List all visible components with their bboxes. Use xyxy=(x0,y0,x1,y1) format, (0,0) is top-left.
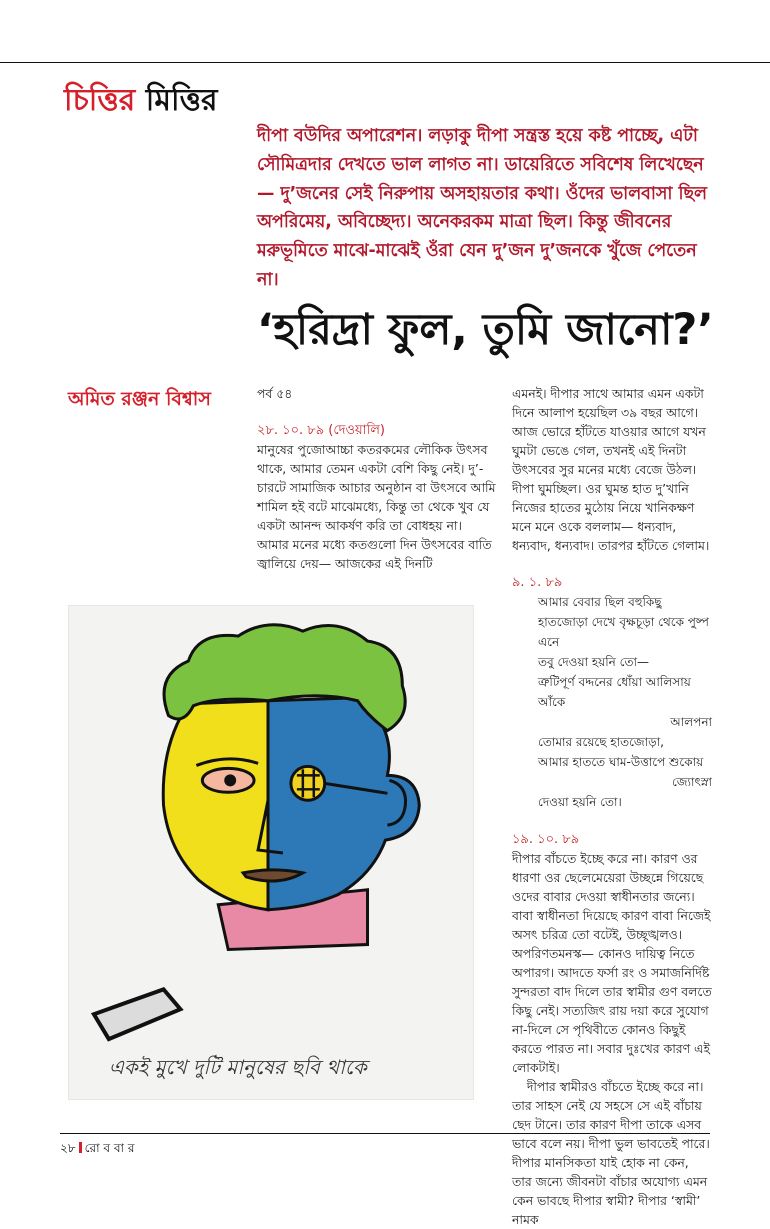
section-title xyxy=(64,76,218,127)
section-title-black: মিত্তির xyxy=(145,83,218,118)
left-pupil-shape xyxy=(224,774,236,786)
diary-date-2: ৯. ১. ৮৯ xyxy=(512,575,563,590)
poem-line: তবু দেওয়া হয়নি তো— xyxy=(538,655,650,669)
poem-line: আমার হাততে ঘাম-উত্তাপে শুকোয় xyxy=(538,755,704,769)
intro-text: দীপা বউদির অপারেশন। লড়াকু দীপা সন্ত্রস্ত হয়ে কষ্ট পাচ্ছে, এটা সৌমিত্রদার দেখতে ভাল লাগত না। ডায়েরিতে সবিশেষ লিখেছেন— দু’জনের সেই নিরুপায় অসহায়তার কথা। ওঁদের ভালবাসা ছিল অপরিমেয়, অবিচ্ছেদ্য। অনেকরকম মাত্রা ছিল। কিন্তু জীবনের মরুভূমিতে মাঝে-মাঝেই ওঁরা যেন দু’জন দু’জনকে খুঁজে পেতেন না। xyxy=(257,126,707,290)
article-column-right xyxy=(512,384,712,1229)
headline: ‘হরিদ্রা ফুল, তুমি জানো?’ xyxy=(257,305,714,355)
top-rule xyxy=(0,62,770,63)
poem xyxy=(538,592,712,812)
eraser-shape xyxy=(94,989,181,1039)
diary-entry-3-para-1: দীপার বাঁচতে ইচ্ছে করে না। কারণ ওর ধারণা ওর ছেলেমেয়েরা উচ্ছন্নে গিয়েছে ওদের বাবার দেওয়া স্বাধীনতার জন্যে। বাবা স্বাধীনতা দিয়েছে কারণ বাবা নিজেই অসৎ চরিত্র তো বটেই, উচ্ছৃঙ্খলও। অপরিণতমনস্ক— কোনও দায়িত্ব নিতে অপারগ। আদতে ফর্সা রং ও সমাজনির্দিষ্ট সুন্দরতা বাদ দিলে তার স্বামীর গুণ বলতে কিছু নেই। সত্যজিৎ রায় দয়া করে সুযোগ না-দিলে সে পৃথিবীতে কোনও কিছুই করতে পারত না। সবার দুঃখের কারণ এই লোকটাই। xyxy=(512,851,712,1075)
diary-date-1: ২৮. ১০. ৮৯ (দেওয়ালি) xyxy=(257,423,385,438)
bottom-rule xyxy=(60,1133,710,1134)
right-eye-shape xyxy=(291,766,325,800)
author-byline: অমিত রঞ্জন বিশ্বাস xyxy=(68,388,211,410)
page-footer xyxy=(60,1140,134,1160)
diary-entry-1-text: মানুষের পুজোআচ্চা কতরকমের লৌকিক উৎসব থাকে, আমার তেমন একটা বেশি কিছু নেই। দু’-চারটে সামাজিক আচার অনুষ্ঠান বা উৎসবে আমি শামিল হই বটে মাঝেমধ্যে, কিন্তু তা থেকে খুব যে একটা আনন্দ আকর্ষণ করি তা বোধহয় না। আমার মনের মধ্যে কতগুলো দিন উৎসবের বাতি জ্বালিয়ে দেয়— আজকের এই দিনটি xyxy=(257,442,496,571)
poem-line: হাতজোড়া দেখে বৃক্ষচূড়া থেকে পুষ্প এনে xyxy=(538,615,709,649)
poem-line: ত্রুটিপূর্ণ বদ্দনের ধোঁয়া আলিসায় আঁকে xyxy=(538,675,691,709)
diary-date-3: ১৯. ১০. ৮৯ xyxy=(512,832,580,847)
page-number: ২৮ xyxy=(60,1141,76,1155)
handwritten-caption: একই মুখে দুটি মানুষের ছবি থাকে xyxy=(108,1055,367,1079)
poem-line: দেওয়া হয়নি তো। xyxy=(538,795,622,809)
section-title-red: চিত্তির xyxy=(64,83,136,118)
magazine-name: রো ব বা র xyxy=(84,1141,135,1155)
illustration-two-faced-portrait xyxy=(68,605,474,1100)
intro-standfirst xyxy=(257,122,717,295)
poem-line: আমার বেবার ছিল বহুকিছু xyxy=(538,595,662,609)
poem-line: তোমার রয়েছে হাতজোড়া, xyxy=(538,735,664,749)
article-column-middle xyxy=(257,384,497,573)
diary-entry-1-continued: এমনই। দীপার সাথে আমার এমন একটা দিনে আলাপ হয়েছিল ৩৯ বছর আগে। আজ ভোরে হাঁটতে যাওয়ার আগে যখন ঘুমটা ভেঙে গেল, তখনই এই দিনটা উৎসবের সুর মনের মধ্যে বেজে উঠল। দীপা ঘুমচ্ছিল। ওর ঘুমন্ত হাত দু’খানি নিজের হাতের মুঠোয় নিয়ে খানিকক্ষণ মনে মনে ওকে বললাম— ধন্যবাদ, ধন্যবাদ, ধন্যবাদ। তারপর হাঁটতে গেলাম। xyxy=(512,386,710,553)
episode-number: পর্ব ৫৪ xyxy=(257,386,293,401)
poem-line: জ্যোৎস্না xyxy=(671,775,712,789)
diary-entry-3-para-2: দীপার স্বামীরও বাঁচতে ইচ্ছে করে না। তার সাহস নেই যে সহসে সে এই বাঁচায় ছেদ টানে। তার কারণ দীপা তাকে এসব ভাবে বলে নয়। দীপা ভুল ভাবতেই পারে। দীপার মানসিকতা যাই হোক না কেন, তার জন্যে জীবনটা বাঁচার অযোগ্য এমন কেন ভাবছে দীপার স্বামী? দীপার ‘স্বামী’ নামক xyxy=(512,1079,710,1227)
footer-separator xyxy=(79,1142,82,1153)
poem-line: আলপনা xyxy=(670,715,712,729)
